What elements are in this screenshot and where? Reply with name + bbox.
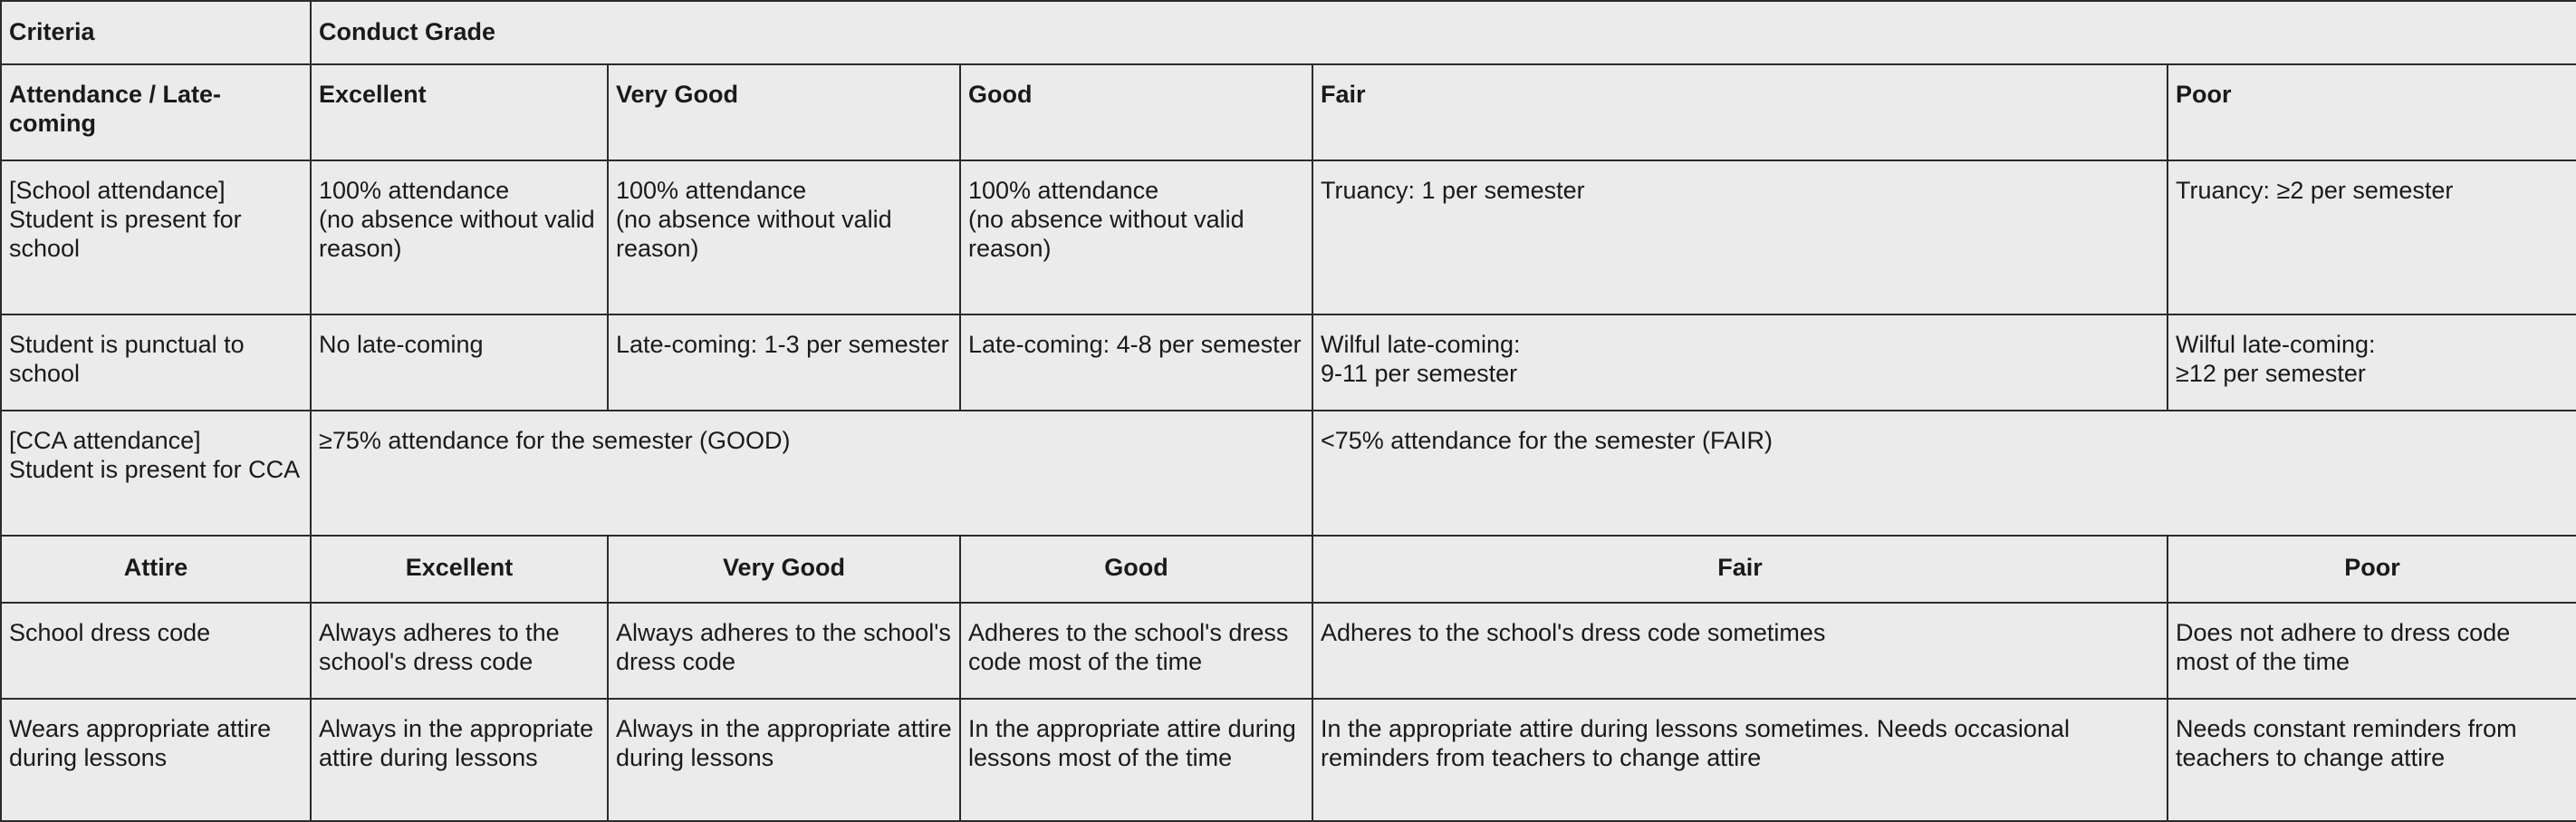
grade-cell: Always adheres to the school's dress code xyxy=(608,603,960,699)
grade-cell: Truancy: 1 per semester xyxy=(1312,160,2167,314)
criterion-cell: [CCA attendance] Student is present for CCA xyxy=(1,411,311,536)
grade-cell: Always adheres to the school's dress code xyxy=(311,603,608,699)
table-row xyxy=(1,603,2576,699)
attendance-section-header-row xyxy=(1,64,2576,160)
table-row xyxy=(1,699,2576,821)
grade-cell: In the appropriate attire during lessons sometimes. Needs occasional reminders from teachers to change attire xyxy=(1312,699,2167,821)
grade-cell: In the appropriate attire during lessons most of the time xyxy=(960,699,1312,821)
attendance-section-title: Attendance / Late-coming xyxy=(1,64,311,160)
grade-header-fair: Fair xyxy=(1312,64,2167,160)
cca-good-cell: ≥75% attendance for the semester (GOOD) xyxy=(311,411,1312,536)
cca-attendance-row xyxy=(1,411,2576,536)
grade-cell: Always in the appropriate attire during lessons xyxy=(608,699,960,821)
grade-header-excellent: Excellent xyxy=(311,64,608,160)
grade-header-excellent: Excellent xyxy=(311,536,608,603)
attire-section-header-row xyxy=(1,536,2576,603)
grade-cell: Does not adhere to dress code most of the time xyxy=(2167,603,2576,699)
criteria-header: Criteria xyxy=(1,1,311,64)
cca-fair-cell: <75% attendance for the semester (FAIR) xyxy=(1312,411,2576,536)
grade-header-very-good: Very Good xyxy=(608,536,960,603)
grade-header-good: Good xyxy=(960,64,1312,160)
grade-cell: 100% attendance (no absence without valid reason) xyxy=(960,160,1312,314)
grade-cell: Truancy: ≥2 per semester xyxy=(2167,160,2576,314)
grade-header-poor: Poor xyxy=(2167,536,2576,603)
criterion-cell: School dress code xyxy=(1,603,311,699)
grade-header-fair: Fair xyxy=(1312,536,2167,603)
grade-cell: Always in the appropriate attire during lessons xyxy=(311,699,608,821)
grade-cell: 100% attendance (no absence without valid reason) xyxy=(311,160,608,314)
grade-cell: Wilful late-coming: ≥12 per semester xyxy=(2167,314,2576,411)
header-row xyxy=(1,1,2576,64)
grade-cell: Late-coming: 4-8 per semester xyxy=(960,314,1312,411)
grade-header-very-good: Very Good xyxy=(608,64,960,160)
criterion-cell: Wears appropriate attire during lessons xyxy=(1,699,311,821)
grade-cell: 100% attendance (no absence without valid reason) xyxy=(608,160,960,314)
attire-section-title: Attire xyxy=(1,536,311,603)
conduct-grade-header: Conduct Grade xyxy=(311,1,2576,64)
criterion-cell: [School attendance] Student is present for school xyxy=(1,160,311,314)
grade-cell: Adheres to the school's dress code most of the time xyxy=(960,603,1312,699)
grade-cell: Needs constant reminders from teachers to change attire xyxy=(2167,699,2576,821)
grade-cell: Adheres to the school's dress code sometimes xyxy=(1312,603,2167,699)
grade-header-good: Good xyxy=(960,536,1312,603)
grade-header-poor: Poor xyxy=(2167,64,2576,160)
grade-cell: Late-coming: 1-3 per semester xyxy=(608,314,960,411)
table-row xyxy=(1,160,2576,314)
grade-cell: No late-coming xyxy=(311,314,608,411)
criterion-cell: Student is punctual to school xyxy=(1,314,311,411)
grade-cell: Wilful late-coming: 9-11 per semester xyxy=(1312,314,2167,411)
table-row xyxy=(1,314,2576,411)
